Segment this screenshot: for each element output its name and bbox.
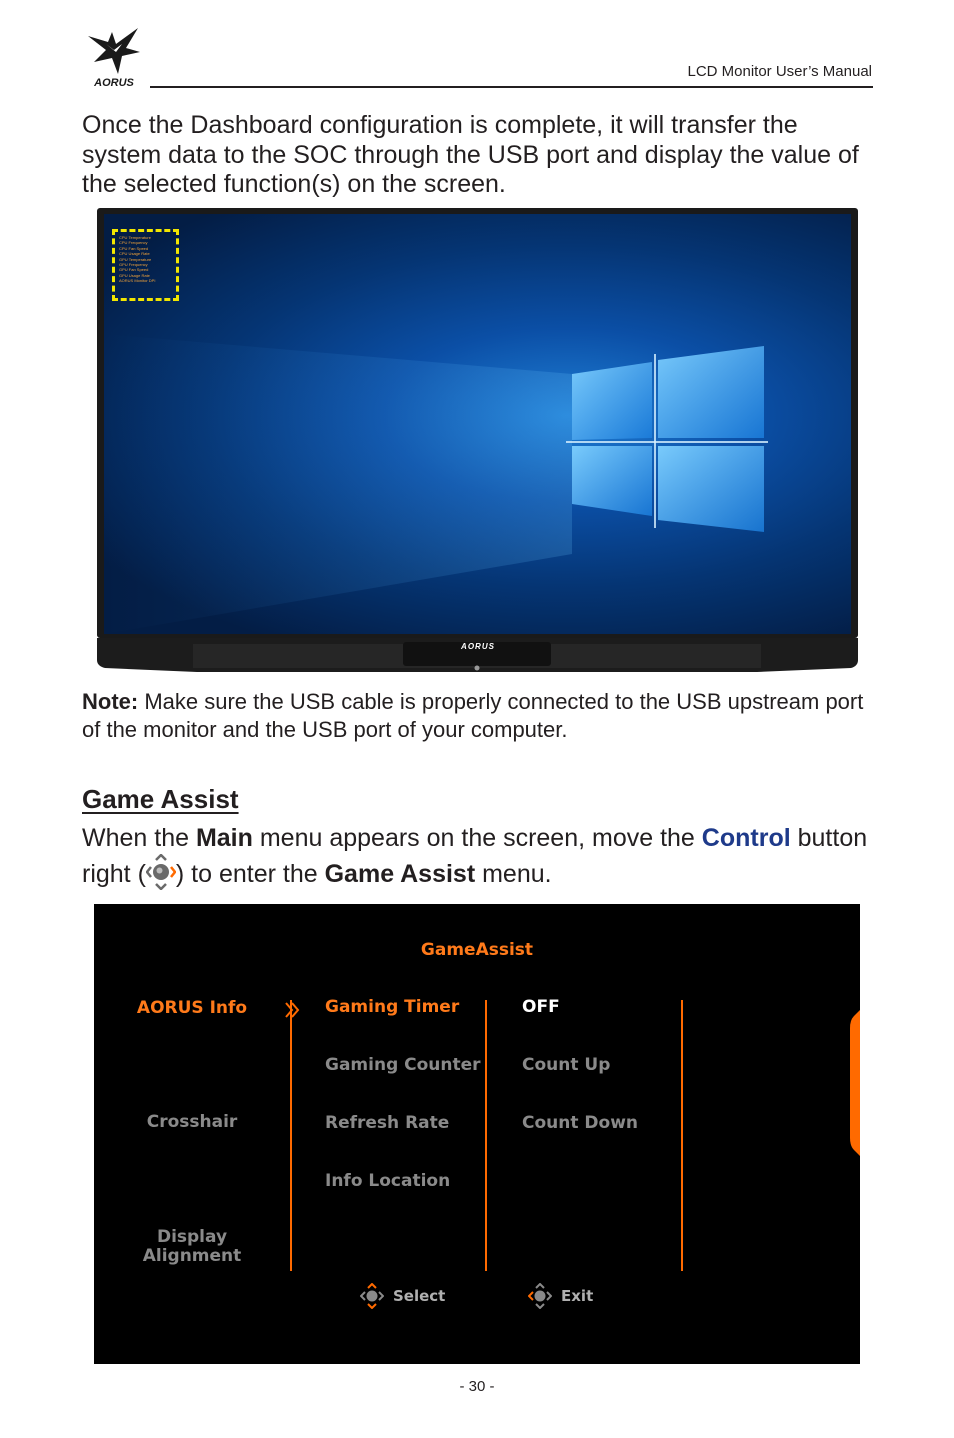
- osd-line: GPU Temperature: [119, 256, 152, 262]
- osd-right-item-off[interactable]: OFF: [522, 997, 560, 1017]
- osd-column-divider: [290, 1000, 292, 1271]
- manual-title: LCD Monitor User’s Manual: [687, 63, 872, 80]
- osd-middle-item-gaming-counter[interactable]: Gaming Counter: [325, 1055, 481, 1075]
- osd-menu-title: GameAssist: [420, 940, 534, 960]
- section-title-game-assist: Game Assist: [82, 784, 239, 814]
- osd-column-divider: [681, 1000, 683, 1271]
- osd-right-item-count-up[interactable]: Count Up: [522, 1055, 611, 1075]
- osd-middle-item-info-location[interactable]: Info Location: [325, 1171, 451, 1191]
- instr-text: menu.: [475, 860, 552, 888]
- header-divider: [150, 86, 873, 88]
- aorus-logo-icon: [82, 22, 146, 90]
- osd-line: CPU Frequency: [119, 240, 148, 246]
- osd-column-divider: [485, 1000, 487, 1271]
- game-assist-instructions: [82, 820, 882, 892]
- joystick-exit-icon: [528, 1283, 552, 1309]
- osd-line: CPU Temperature: [119, 235, 151, 240]
- windows-wallpaper-image: [104, 214, 851, 634]
- osd-right-item-count-down[interactable]: Count Down: [522, 1113, 639, 1133]
- joystick-right-icon: [146, 854, 176, 890]
- note-text: Make sure the USB cable is properly connected to the USB upstream port of the monitor and the USB port of your computer.: [82, 689, 864, 742]
- dashboard-osd-highlight: [112, 229, 179, 301]
- osd-left-item-crosshair[interactable]: Crosshair: [146, 1112, 238, 1132]
- osd-footer-select: Select: [393, 1287, 446, 1305]
- game-assist-osd-menu: [94, 904, 860, 1364]
- instr-main: Main: [195, 824, 253, 852]
- instr-text: ) to enter the: [175, 860, 325, 888]
- monitor-screen: [104, 214, 851, 634]
- monitor-brand-label: AORUS: [461, 642, 495, 651]
- instr-game-assist: Game Assist: [324, 860, 476, 888]
- osd-middle-item-gaming-timer[interactable]: Gaming Timer: [325, 997, 460, 1017]
- double-chevron-right-icon: [284, 1000, 302, 1020]
- osd-line: CPU Usage Rate: [119, 251, 150, 257]
- osd-line: GPU Frequency: [119, 262, 148, 268]
- intro-paragraph: Once the Dashboard configuration is complete, it will transfer the system data to the SOC through the USB port and display the value of the selected function(s) on the screen.: [82, 111, 859, 198]
- osd-footer-exit: Exit: [561, 1287, 594, 1305]
- osd-middle-item-refresh-rate[interactable]: Refresh Rate: [325, 1113, 450, 1133]
- osd-left-item-alignment[interactable]: Alignment: [142, 1246, 242, 1266]
- osd-line: CPU Fan Speed: [119, 245, 149, 251]
- osd-line: AORUS Monitor DPI: [119, 278, 156, 284]
- osd-scroll-tab: [848, 1010, 860, 1156]
- monitor-illustration: [97, 208, 858, 672]
- joystick-select-icon: [360, 1283, 384, 1309]
- page-number: - 30 -: [459, 1378, 495, 1395]
- osd-line: GPU Fan Speed: [119, 267, 149, 273]
- usb-note: [82, 688, 882, 744]
- osd-line: GPU Usage Rate: [119, 272, 150, 278]
- instr-text: button right (: [82, 824, 868, 888]
- svg-text:AORUS: AORUS: [94, 77, 134, 89]
- note-label: Note:: [82, 689, 139, 714]
- osd-left-item-display[interactable]: Display: [156, 1227, 228, 1247]
- osd-left-item-aorus-info[interactable]: AORUS Info: [136, 998, 248, 1018]
- instr-text: menu appears on the screen, move the: [252, 824, 702, 852]
- instr-text: When the: [82, 824, 196, 852]
- instr-control: Control: [701, 824, 791, 852]
